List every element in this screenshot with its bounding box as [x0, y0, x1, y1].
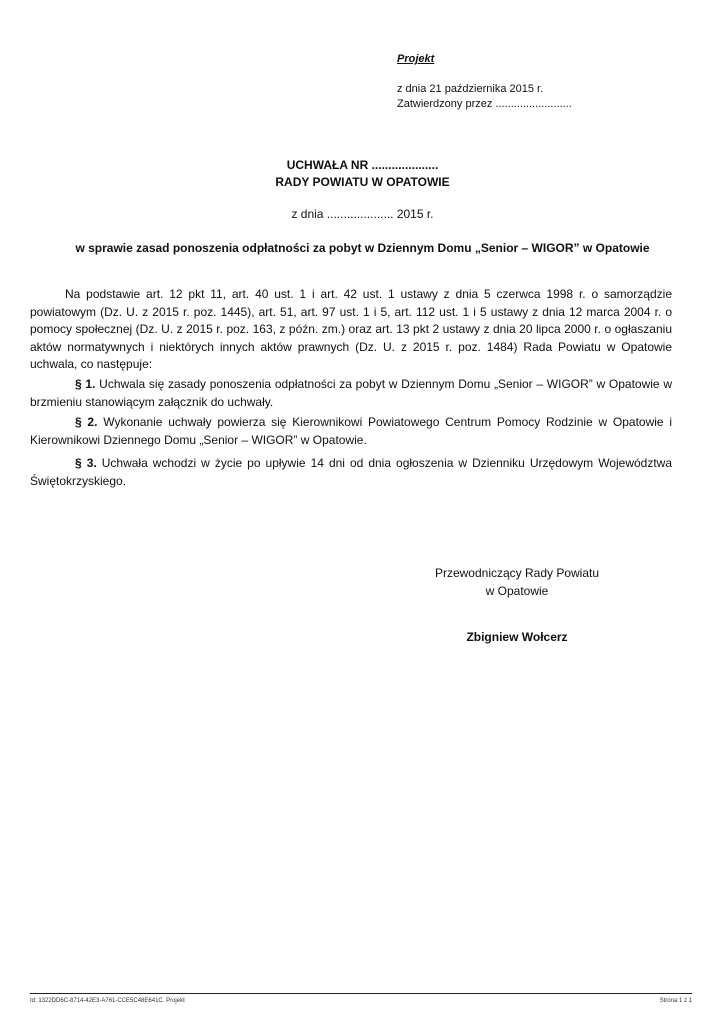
section-1 — [30, 376, 672, 411]
signature-role-line2: w Opatowie — [485, 584, 549, 598]
preamble: Na podstawie art. 12 pkt 11, art. 40 ust. 1 i art. 42 ust. 1 ustawy z dnia 5 czerwca 1998 r. o samorządzie powiatowym (Dz. U. z 2015 r. poz. 1445), art. 51, art. 97 ust. 1 i 5, art. 112 ust. 1 i 5 ustawy z dnia 12 marca 2004 r. o pomocy społecznej (Dz. U. z 2015 r. poz. 163, z późn. zm.) oraz art. 13 pkt 2 ustawy z dnia 20 lipca 2000 r. o ogłaszaniu aktów normatywnych i niektórych innych aktów prawnych (Dz. U. z 2015 r. poz. 1484) Rada Powiatu w Opatowie uchwala, co następuje: — [30, 287, 672, 371]
section-2 — [30, 414, 672, 449]
header-date: z dnia 21 października 2015 r. — [397, 83, 544, 95]
footer-document-id: Id: 1322DD6C-8714-42E3-A761-CCE5C48E641C. Projekt — [30, 998, 185, 1004]
signature-role-line1: Przewodniczący Rady Powiatu — [434, 566, 600, 580]
resolution-date: z dnia .................... 2015 r. — [291, 207, 434, 221]
footer-page-number: Strona 1 z 1 — [659, 998, 692, 1004]
section-text: Wykonanie uchwały powierza się Kierownikowi Powiatowego Centrum Pomocy Rodzinie w Opatowie i Kierownikowi Dziennego Domu „Senior – WIGOR” w Opatowie. — [30, 415, 673, 447]
signature-name: Zbigniew Wołcerz — [466, 630, 568, 644]
section-label: § 3. — [75, 456, 97, 470]
signature-role — [422, 564, 612, 600]
section-label: § 1. — [75, 377, 96, 391]
footer-divider — [30, 993, 692, 994]
resolution-number: UCHWAŁA NR .................... — [286, 158, 439, 172]
header-approved: Zatwierdzony przez ......................... — [397, 98, 572, 110]
section-label: § 2. — [75, 415, 98, 429]
section-3 — [30, 455, 672, 490]
resolution-subject: w sprawie zasad ponoszenia odpłatności za pobyt w Dziennym Domu „Senior – WIGOR” w Opatowie — [75, 241, 650, 255]
header-meta — [397, 82, 572, 112]
council-name: RADY POWIATU W OPATOWIE — [275, 175, 450, 189]
section-text: Uchwala się zasady ponoszenia odpłatności za pobyt w Dziennym Domu „Senior – WIGOR” w Opatowie w brzmieniu stanowiącym załącznik do uchwały. — [30, 377, 672, 409]
project-label: Projekt — [397, 53, 435, 65]
section-text: Uchwała wchodzi w życie po upływie 14 dni od dnia ogłoszenia w Dzienniku Urzędowym Województwa Świętokrzyskiego. — [30, 456, 672, 488]
